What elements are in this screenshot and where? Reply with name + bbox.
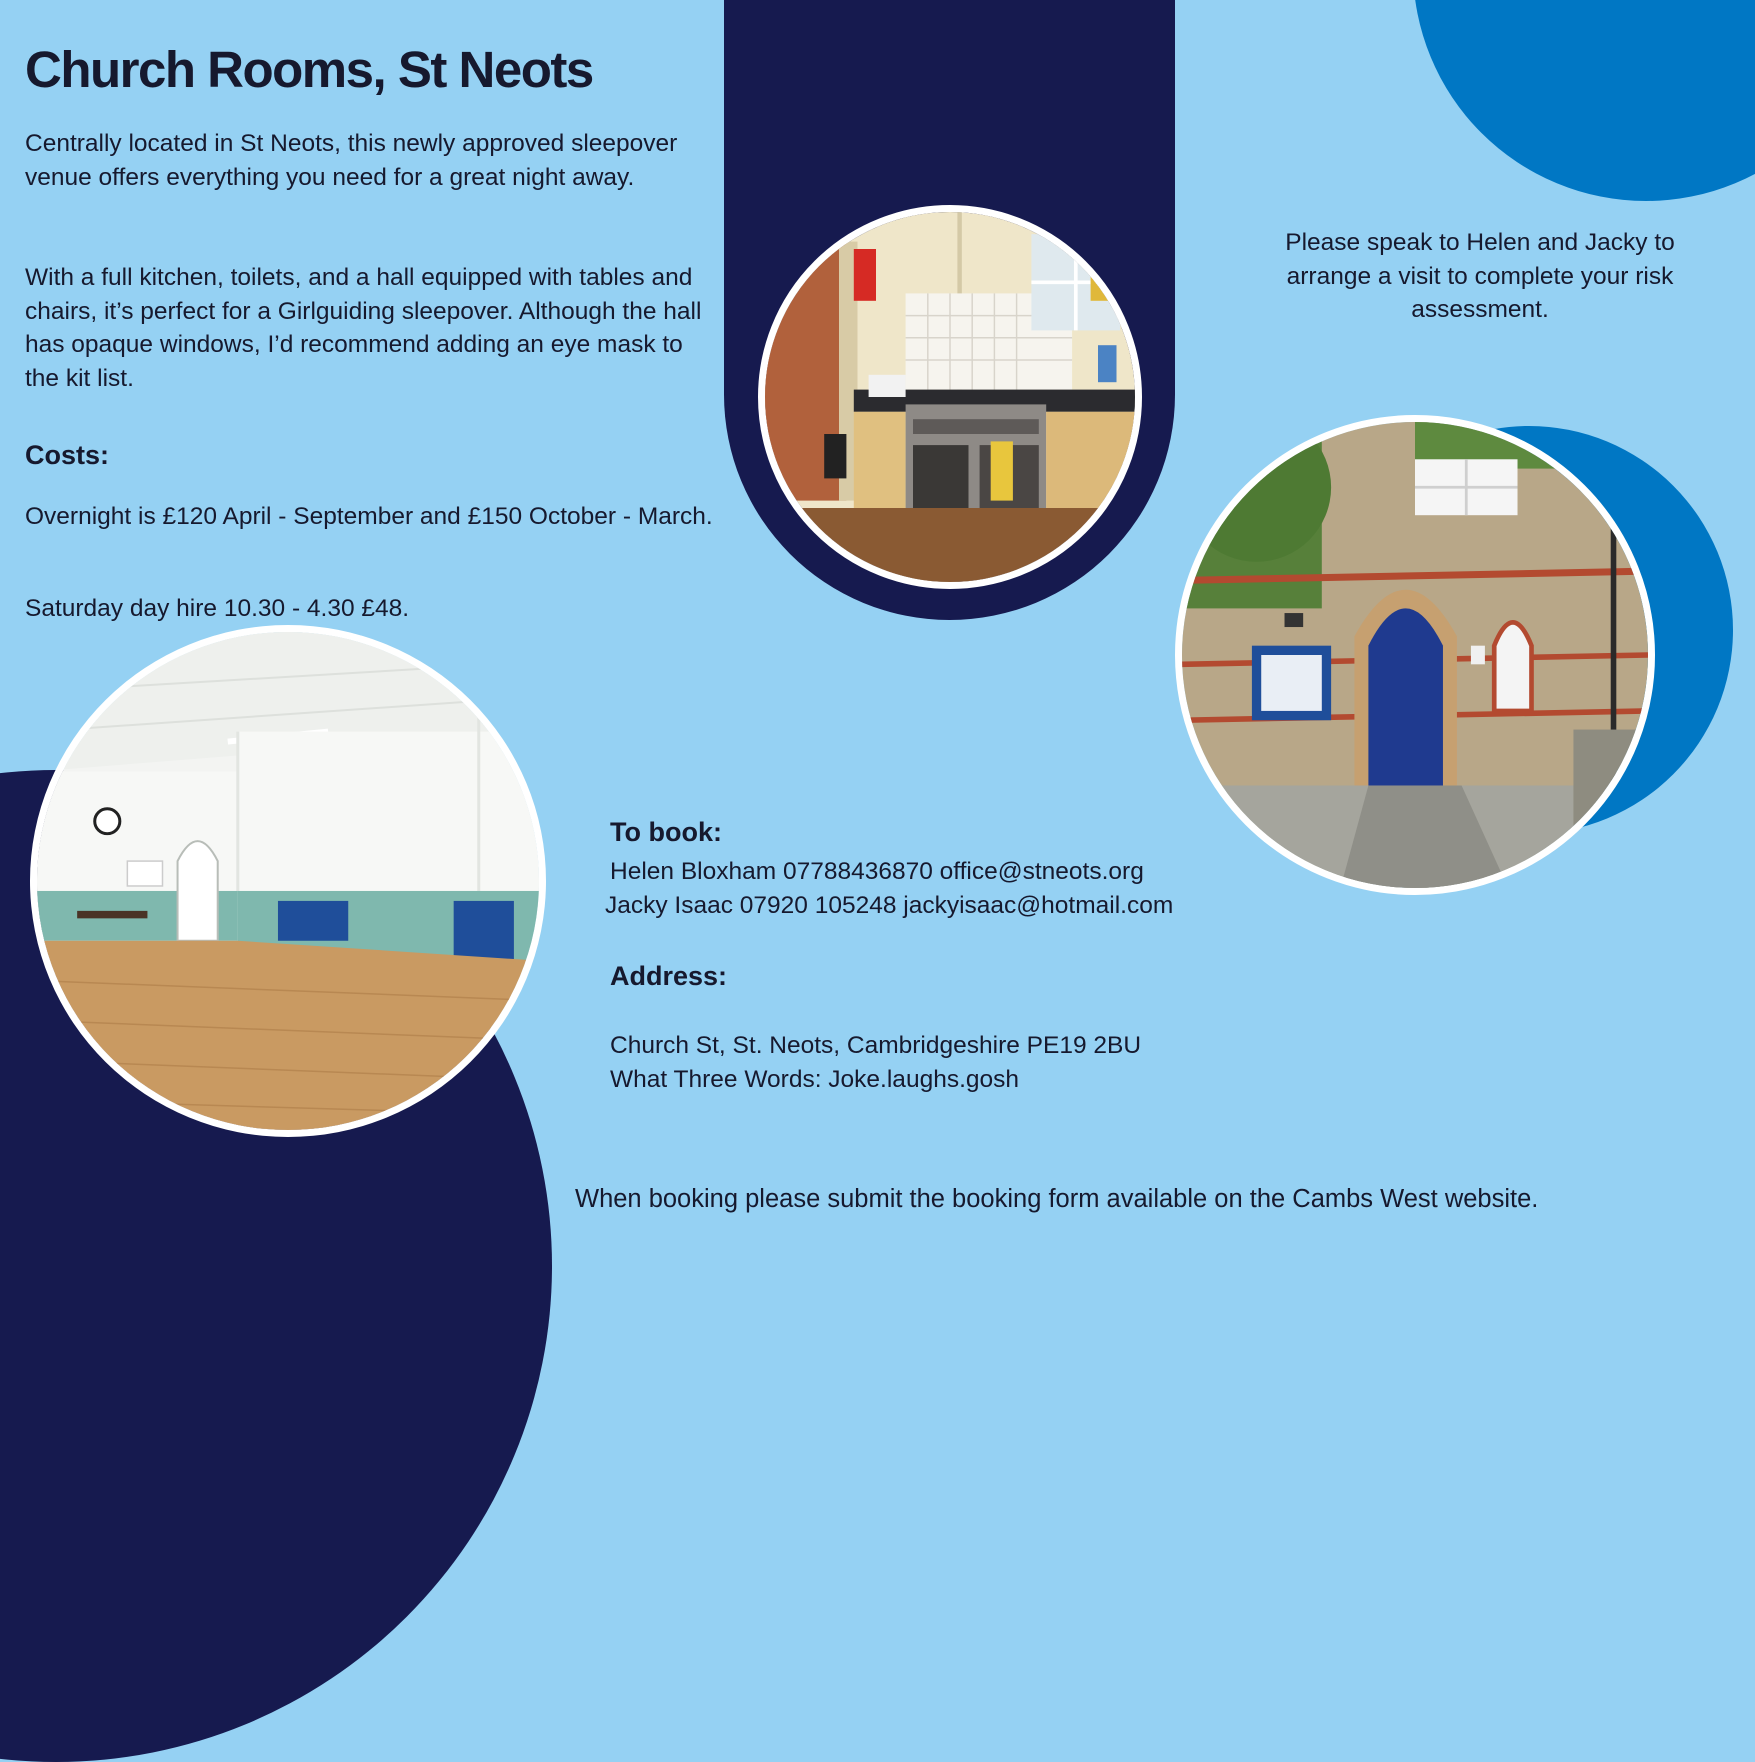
booking-contact-helen: Helen Bloxham 07788436870 office@stneots.org [610, 858, 1144, 885]
visit-note: Please speak to Helen and Jacky to arrange a visit to complete your risk assessment. [1285, 229, 1675, 323]
kitchen-photo [758, 205, 1142, 589]
page-title: Church Rooms, St Neots [25, 41, 593, 98]
booking-heading: To book: [610, 817, 722, 847]
church-exterior-photo [1175, 415, 1655, 895]
what-three-words: What Three Words: Joke.laughs.gosh [610, 1066, 1019, 1093]
intro-paragraph-1: Centrally located in St Neots, this newly approved sleepover venue offers everything you need for a great night away. [25, 130, 678, 191]
footer-note: When booking please submit the booking form available on the Cambs West website. [575, 1185, 1539, 1213]
address-line: Church St, St. Neots, Cambridgeshire PE19 2BU [610, 1032, 1142, 1059]
hall-photo [30, 625, 546, 1137]
address-heading: Address: [610, 961, 728, 991]
costs-heading: Costs: [25, 440, 110, 470]
blue-circle-top-right [1413, 0, 1755, 201]
costs-day-hire: Saturday day hire 10.30 - 4.30 £48. [25, 595, 410, 622]
booking-contact-jacky: Jacky Isaac 07920 105248 jackyisaac@hotmail.com [605, 892, 1174, 919]
intro-paragraph-2: With a full kitchen, toilets, and a hall equipped with tables and chairs, it’s perfect for a Girlguiding sleepover. Although the hall has opaque windows, I’d recommend adding an eye mask to the kit list. [25, 264, 702, 392]
costs-overnight: Overnight is £120 April - September and £150 October - March. [25, 503, 713, 530]
